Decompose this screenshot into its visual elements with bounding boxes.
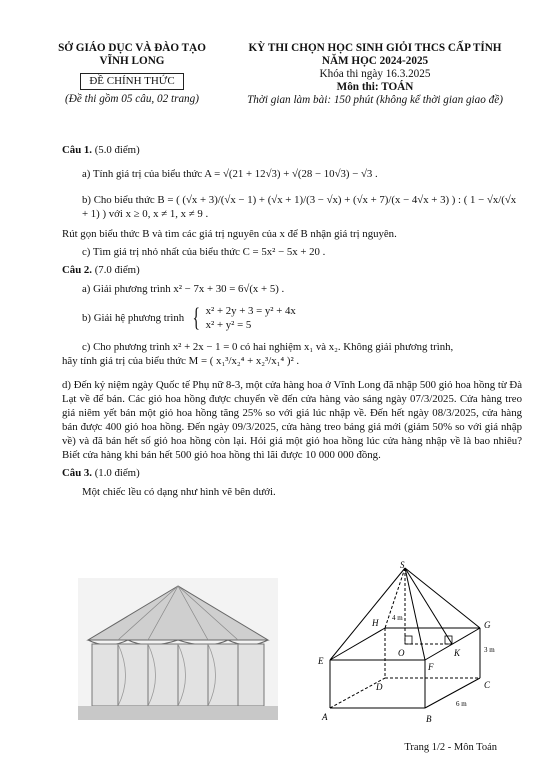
label-f: F — [428, 662, 434, 672]
label-c: C — [484, 680, 491, 690]
q3-title: Câu 3. — [62, 467, 92, 479]
system-equations — [206, 304, 296, 332]
dept-line1: SỞ GIÁO DỤC VÀ ĐÀO TẠO — [58, 42, 206, 54]
q1-heading — [62, 143, 522, 157]
q2-b-label: b) Giải hệ phương trình — [82, 312, 185, 324]
label-s: S — [400, 560, 405, 570]
label-e: E — [318, 656, 324, 666]
q2-c1: c) Cho phương trình x² + 2x − 1 = 0 có hai nghiệm x₁ và x₂. Không giải phương trình, — [82, 341, 454, 353]
q1-title: Câu 1. — [62, 144, 92, 156]
official-label: ĐỀ CHÍNH THỨC — [80, 73, 183, 90]
q1-b2: Rút gọn biểu thức B và tìm các giá trị nguyên của x để B nhận giá trị nguyên. — [62, 228, 397, 240]
tent-diagram-svg — [310, 560, 510, 730]
tent-image — [78, 578, 278, 720]
exam-date: Khóa thi ngày 16.3.2025 — [319, 68, 431, 80]
exam-title1: KỲ THI CHỌN HỌC SINH GIỎI THCS CẤP TỈNH — [248, 42, 502, 54]
dept-line2: VĨNH LONG — [99, 55, 165, 67]
header-left — [22, 42, 242, 106]
system-eq2: x² + y² = 5 — [205, 319, 252, 331]
q1-b: b) Cho biểu thức B = ( (√x + 3)/(√x − 1) + (√x + 1)/(3 − √x) + (√x + 7)/(x − 4√x + 3) ) : ( 1 − √x/(√x + 1) ) với x ≥ 0, x ≠ 1, x ≠ 9 . — [82, 194, 517, 220]
q2-b — [62, 304, 522, 332]
label-h: H — [372, 618, 379, 628]
exam-content — [62, 143, 522, 499]
label-d: D — [376, 682, 383, 692]
tent-illustration — [78, 578, 278, 720]
q2-title: Câu 2. — [62, 264, 92, 276]
q1-points: (5.0 điểm) — [94, 144, 140, 156]
tent-diagram — [310, 560, 510, 730]
header-right — [225, 42, 525, 107]
q2-points: (7.0 điểm) — [94, 264, 140, 276]
q2-c2: hãy tính giá trị của biểu thức M = ( x₁³/x₂⁴ + x₂³/x₁⁴ )² . — [62, 355, 300, 367]
label-o: O — [398, 648, 405, 658]
q1-a: a) Tính giá trị của biểu thức A = √(21 + 12√3) + √(28 − 10√3) − √3 . — [82, 168, 378, 180]
dim-base: 6 m — [456, 700, 467, 708]
label-k: K — [454, 648, 461, 658]
system-eq1: x² + 2y + 3 = y² + 4x — [205, 305, 296, 317]
q2-heading — [62, 263, 522, 277]
dim-height: 4 m — [392, 614, 403, 622]
pages-note: (Đề thi gồm 05 câu, 02 trang) — [65, 93, 199, 105]
q2-a: a) Giải phương trình x² − 7x + 30 = 6√(x + 5) . — [82, 283, 285, 295]
exam-title2: NĂM HỌC 2024-2025 — [321, 55, 429, 67]
time-note: Thời gian làm bài: 150 phút (không kể thời gian giao đề) — [247, 94, 503, 106]
q3-heading — [62, 466, 522, 480]
q1-c: c) Tìm giá trị nhỏ nhất của biểu thức C = 5x² − 5x + 20 . — [82, 246, 326, 258]
label-g: G — [484, 620, 491, 630]
label-a: A — [322, 712, 328, 722]
subject: Môn thi: TOÁN — [336, 81, 414, 93]
page-footer: Trang 1/2 - Môn Toán — [404, 742, 497, 753]
q3-points: (1.0 điểm) — [94, 467, 140, 479]
q3-intro: Một chiếc lều có dạng như hình vẽ bên dưới. — [82, 486, 276, 498]
label-b: B — [426, 714, 432, 724]
dim-wall: 3 m — [484, 646, 495, 654]
system-brace: { — [192, 303, 201, 332]
q2-d: d) Đến kỷ niệm ngày Quốc tế Phụ nữ 8-3, một cửa hàng hoa ở Vĩnh Long đã nhập 500 giỏ hoa hồng từ Đà Lạt về để bán. Các giỏ hoa hồng được chuyển về đến cửa hàng vào sáng ngày 07/3/2025. Cửa hàng treo giá niêm yết bán một giỏ hoa hồng tăng 25% so với giá lúc nhập về. Đến hết ngày 08/3/2025, cửa hàng bán được 400 giỏ hoa hồng. Đến ngày 09/3/2025, cửa hàng treo bảng giá mới (giảm 50% so với giá nhập về) và đã bán hết số giỏ hoa hồng còn lại. Hỏi giá một giỏ hoa hồng lúc cửa hàng nhập về là bao nhiêu? Biết cửa hàng khi bán hết 500 giỏ hoa hồng thì lãi được 10 000 000 đồng. — [62, 379, 522, 461]
